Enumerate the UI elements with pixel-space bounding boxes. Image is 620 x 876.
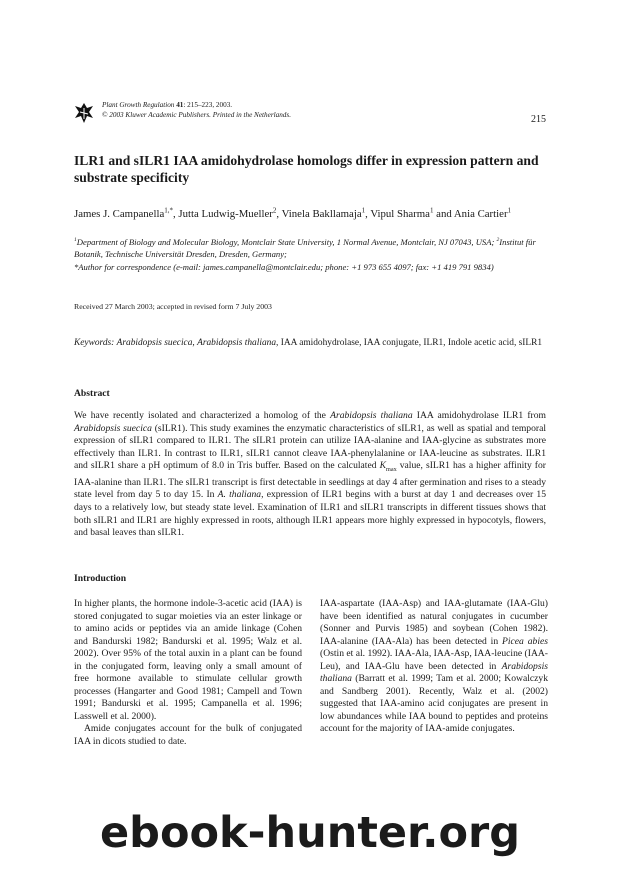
publisher-logo-icon: [74, 102, 94, 124]
author-list: James J. Campanella$^{1,*}$, Jutta Ludwig-Mueller$^2$, Vinela Bakllamaja$^1$, Vipul Sharma$^1$ and Ania Cartier$^1$: [74, 206, 512, 220]
paper-title: ILR1 and sILR1 IAA amidohydrolase homologs differ in expression pattern and substrate specificity: [74, 153, 539, 185]
abstract-text: We have recently isolated and characterized a homolog of the Arabidopsis thaliana IAA amidohydrolase ILR1 from Arabidopsis suecica (sILR1). This study examines the enzymatic characteristics of sILR1, as well as spatial and temporal expression of sILR1 compared to ILR1. The sILR1 protein can utilize IAA-alanine and IAA-glycine as substrates more effectively than ILR1. In contrast to ILR1, sILR1 cannot cleave IAA-phenylalanine or IAA-leucine as substrates. ILR1 and sILR1 share a pH optimum of 8.0 in Tris buffer. Based on the calculated $K_{max}$ value, sILR1 has a higher affinity for IAA-alanine than ILR1. The sILR1 transcript is first detectable in seedlings at day 4 after germination and rises to a steady state level from day 5 to day 15. In A. thaliana, expression of ILR1 begins with a burst at day 1 and decreases over 15 days to a relatively low, but steady state level. Examination of ILR1 and sILR1 transcripts in different tissues shows that both sILR1 and ILR1 are highly expressed in roots, although ILR1 appears more highly expressed in hypocotyls, flowers, and basal leaves than sILR1.: [74, 410, 546, 539]
paragraph: Amide conjugates account for the bulk of conjugated IAA in dicots studied to date.: [74, 723, 302, 747]
affiliations: $^1$Department of Biology and Molecular Biology, Montclair State University, 1 Normal Avenue, Montclair, NJ 07043, USA; $^2$Institut für Botanik, Technische Universität Dresden, Dresden, Germany; *Author for correspondence (e-mail: james.campanella@montclair.edu; phone: +1 973 655 4097; fax: +1 419 791 9834): [74, 237, 536, 272]
paragraph: IAA-aspartate (IAA-Asp) and IAA-glutamate (IAA-Glu) have been identified as natural conjugates in cucumber (Sonner and Purvis 1985) and soybean (Cohen 1982). IAA-alanine (IAA-Ala) has been detected in Picea abies (Ostin et al. 1992). IAA-Ala, IAA-Asp, IAA-leucine (IAA-Leu), and IAA-Glu have been detected in Arabidopsis thaliana (Barratt et al. 1999; Tam et al. 2000; Kowalczyk and Sandberg 2001). Recently, Walz et al. (2002) suggested that IAA-amino acid conjugates are present in low abundances while IAA bound to peptides and proteins account for the majority of IAA-amide conjugates.: [320, 598, 548, 734]
keywords: Keywords: Arabidopsis suecica, Arabidopsis thaliana, IAA amidohydrolase, IAA conjugate, ILR1, Indole acetic acid, sILR1: [74, 338, 543, 348]
paragraph: In higher plants, the hormone indole-3-acetic acid (IAA) is stored conjugated to sugar moieties via an ester linkage or to amino acids or peptides via an amide linkage (Cohen and Bandurski 1982; Bandurski et al. 1995; Walz et al. 2002). Over 95% of the total auxin in a plant can be found in the conjugated form, leaving only a small amount of free hormone available to stimulate cellular growth processes (Hangarter and Good 1981; Campell and Town 1991; Bandurski et al. 1995; Campanella et al. 1996; Lasswell et al. 2000).: [74, 598, 302, 722]
journal-citation: Plant Growth Regulation 41: 215–223, 2003.: [102, 101, 233, 109]
journal-header: [74, 100, 291, 124]
intro-column-right: [320, 598, 548, 736]
introduction-heading: Introduction: [74, 573, 127, 584]
received-dates: Received 27 March 2003; accepted in revised form 7 July 2003: [74, 302, 272, 311]
watermark: ebook-hunter.org: [100, 808, 520, 858]
abstract-heading: Abstract: [74, 388, 110, 399]
intro-column-left: [74, 598, 302, 748]
copyright-line: © 2003 Kluwer Academic Publishers. Printed in the Netherlands.: [102, 111, 291, 119]
page-number: 215: [531, 114, 546, 125]
correspondence: *Author for correspondence (e-mail: james.campanella@montclair.edu; phone: +1 973 655 4097; fax: +1 419 791 9834): [74, 261, 494, 272]
